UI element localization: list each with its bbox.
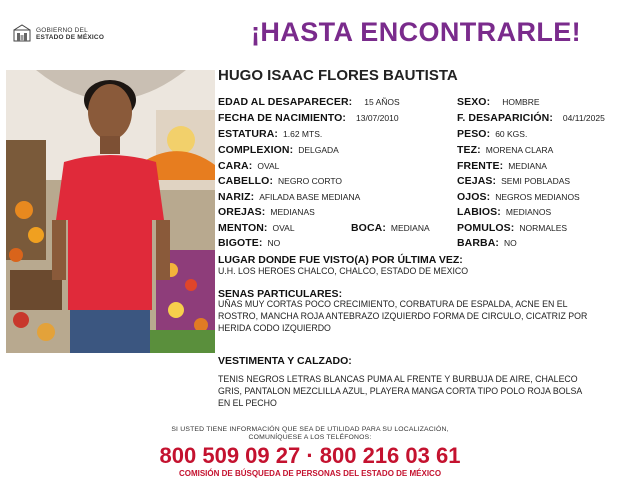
info-line-1: SI USTED TIENE INFORMACIÓN QUE SEA DE UTILIDAD PARA SU LOCALIZACIÓN, xyxy=(171,426,449,433)
field-pomulos xyxy=(457,220,567,235)
field-label: F. DESAPARICIÓN: xyxy=(457,112,553,124)
field-fecha-nacimiento xyxy=(218,110,399,125)
field-cabello xyxy=(218,173,342,188)
field-edad xyxy=(218,94,400,109)
gov-line-1: GOBIERNO DEL xyxy=(36,26,88,34)
commission-name: COMISIÓN DE BÚSQUEDA DE PERSONAS DEL ESTADO DE MÉXICO xyxy=(178,469,442,478)
field-label: LABIOS: xyxy=(457,206,501,218)
field-label: COMPLEXION: xyxy=(218,144,294,156)
particulars-line: ROSTRO, MANCHA ROJA ANTEBRAZO IZQUIERDO FORMA DE CIRCULO, CICATRIZ POR xyxy=(218,311,588,321)
field-label: TEZ: xyxy=(457,144,481,156)
clothing-label: VESTIMENTA Y CALZADO: xyxy=(218,355,352,367)
field-cejas xyxy=(457,173,570,188)
field-value: OVAL xyxy=(257,161,280,171)
field-tez xyxy=(457,142,553,157)
field-label: ESTATURA: xyxy=(218,128,279,140)
field-value: MEDIANA xyxy=(390,223,430,233)
field-value: 13/07/2010 xyxy=(356,113,399,123)
field-value: HOMBRE xyxy=(502,97,540,107)
field-peso xyxy=(457,126,527,141)
field-label: NARIZ: xyxy=(218,191,255,203)
field-label: SEXO: xyxy=(457,96,491,108)
field-orejas xyxy=(218,204,315,219)
field-label: FECHA DE NACIMIENTO: xyxy=(218,112,346,124)
field-value: MEDIANA xyxy=(508,161,547,171)
field-value: NEGROS MEDIANOS xyxy=(495,192,580,202)
field-label: POMULOS: xyxy=(457,222,515,234)
phone-numbers: 800 509 09 27 · 800 216 03 61 xyxy=(159,443,461,468)
field-nariz xyxy=(218,189,360,204)
field-frente xyxy=(457,158,547,173)
field-barba xyxy=(457,235,517,250)
clothing-line: GRIS, PANTALON MEZCLILLA AZUL, PLAYERA MANGA CORTA TIPO POLO ROJA BOLSA xyxy=(218,386,583,396)
field-label: BIGOTE: xyxy=(218,237,263,249)
field-value: SEMI POBLADAS xyxy=(501,176,571,186)
field-sexo xyxy=(457,94,540,109)
last-seen-label: LUGAR DONDE FUE VISTO(A) POR ÚLTIMA VEZ: xyxy=(218,254,463,266)
person-name: HUGO ISAAC FLORES BAUTISTA xyxy=(218,67,458,84)
government-logo xyxy=(12,22,132,46)
field-boca xyxy=(351,220,430,235)
field-estatura xyxy=(218,126,322,141)
field-value: 1.62 MTS. xyxy=(283,129,323,139)
clothing-line: EN EL PECHO xyxy=(218,398,277,408)
missing-person-photo xyxy=(6,70,215,353)
field-value: NORMALES xyxy=(519,223,568,233)
field-value: MEDIANOS xyxy=(505,207,552,217)
info-line-2: COMUNÍQUESE A LOS TELÉFONOS: xyxy=(248,434,372,441)
field-value: MEDIANAS xyxy=(270,207,315,217)
field-ojos xyxy=(457,189,580,204)
clothing-line: TENIS NEGROS LETRAS BLANCAS PUMA AL FRENTE Y BURBUJA DE AIRE, CHALECO xyxy=(218,374,578,384)
field-label: PESO: xyxy=(457,128,491,140)
field-label: CABELLO: xyxy=(218,175,274,187)
field-complexion xyxy=(218,142,339,157)
particulars-line: HERIDA CODO IZQUIERDO xyxy=(218,323,331,333)
coat-of-arms-icon xyxy=(12,24,32,44)
field-label: MENTON: xyxy=(218,222,268,234)
field-cara xyxy=(218,158,279,173)
field-value: NO xyxy=(267,238,281,248)
headline: ¡HASTA ENCONTRARLE! xyxy=(251,17,582,47)
field-label: CEJAS: xyxy=(457,175,497,187)
field-labios xyxy=(457,204,551,219)
field-label: CARA: xyxy=(218,160,253,172)
field-label: BOCA: xyxy=(351,222,386,234)
last-seen-value: U.H. LOS HEROES CHALCO, CHALCO, ESTADO DE MEXICO xyxy=(218,266,469,276)
field-value: 15 AÑOS xyxy=(364,97,400,107)
field-value: MORENA CLARA xyxy=(485,145,554,155)
field-value: NO xyxy=(504,238,517,248)
field-label: OJOS: xyxy=(457,191,491,203)
field-value: OVAL xyxy=(272,223,295,233)
field-value: AFILADA BASE MEDIANA xyxy=(259,192,361,202)
field-fecha-desaparicion xyxy=(457,110,605,125)
gov-line-2: ESTADO DE MÉXICO xyxy=(36,34,105,41)
field-value: 60 KGS. xyxy=(495,129,528,139)
particulars-line: UÑAS MUY CORTAS POCO CRECIMIENTO, CORBATURA DE ESPALDA, ACNE EN EL xyxy=(218,299,568,309)
field-bigote xyxy=(218,235,280,250)
field-label: BARBA: xyxy=(457,237,500,249)
field-label: FRENTE: xyxy=(457,160,504,172)
field-value: 04/11/2025 xyxy=(562,113,605,123)
field-value: NEGRO CORTO xyxy=(278,176,342,186)
field-menton xyxy=(218,220,295,235)
field-label: EDAD AL DESAPARECER: xyxy=(218,96,353,108)
particulars-label: SENAS PARTICULARES: xyxy=(218,288,343,300)
field-value: DELGADA xyxy=(298,145,339,155)
field-label: OREJAS: xyxy=(218,206,266,218)
